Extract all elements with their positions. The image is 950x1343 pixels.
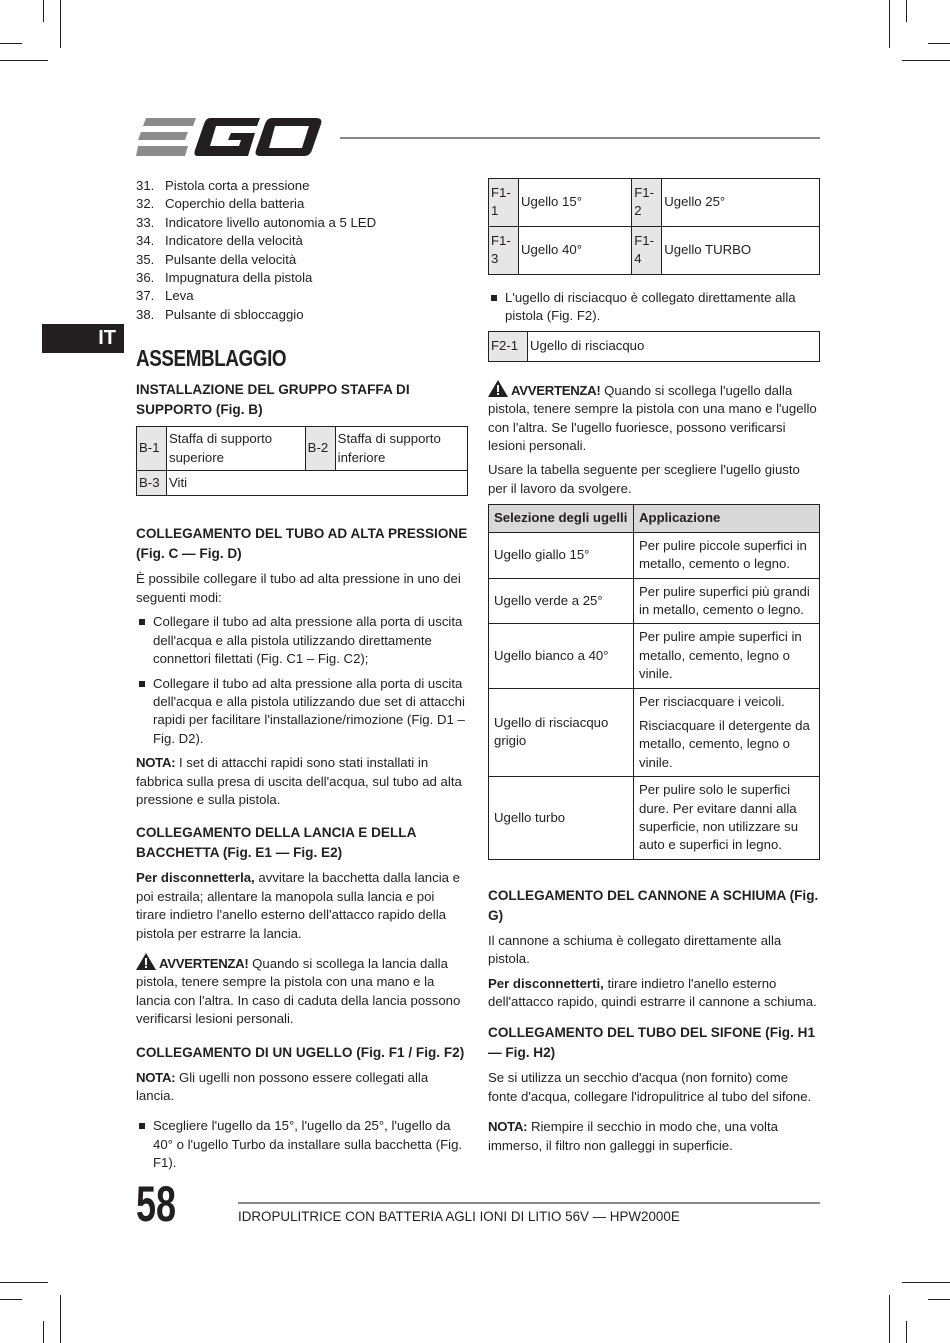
list-item: 36. Impugnatura della pistola: [136, 270, 313, 286]
table-row: [489, 578, 820, 624]
list-item: Scegliere l'ugello da 15°, l'ugello da 25°, l'ugello da 40° o l'ugello Turbo da installare sulla bacchetta (Fig. F1).: [136, 1117, 468, 1172]
table-cell: B-3: [137, 471, 167, 496]
table-cell: Per pulire superfici più grandi in metallo, cemento o legno.: [634, 578, 820, 624]
lance-text: Per disconnetterla, avvitare la bacchetta dalla lancia e poi estraila; allentare la manopola sulla lancia e poi tirare indietro l'anello esterno dell'attacco rapido della pistola per estrarre la lancia.: [136, 870, 460, 941]
hose-intro: È possibile collegare il tubo ad alta pressione in uno dei seguenti modi:: [136, 571, 461, 605]
right-column: [488, 178, 820, 1161]
nozzle-note: NOTA: Gli ugelli non possono essere collegati alla lancia.: [136, 1069, 429, 1103]
warning-icon: [488, 380, 508, 397]
table-cell: Staffa di supporto superiore: [167, 427, 306, 471]
lance-heading: COLLEGAMENTO DELLA LANCIA E DELLA BACCHETTA (Fig. E1 — Fig. E2): [136, 825, 416, 861]
table-cell: Ugello bianco a 40°: [489, 624, 634, 688]
list-item: 31. Pistola corta a pressione: [136, 178, 310, 193]
siphon-text: Se si utilizza un secchio d'acqua (non fornito) come fonte d'acqua, collegare l'idropulitrice al tubo del sifone.: [488, 1070, 812, 1104]
crop-mark: [60, 1295, 61, 1343]
table-cell: Staffa di supporto inferiore: [335, 427, 467, 471]
list-item: 37. Leva: [136, 288, 194, 304]
crop-mark: [43, 0, 44, 22]
table-cell: Per pulire piccole superfici in metallo, cemento o legno.: [634, 532, 820, 578]
table-cell: F1-4: [632, 226, 662, 274]
list-item: 32. Coperchio della batteria: [136, 196, 305, 212]
nozzle-bullets: [136, 1117, 468, 1172]
footer-title: IDROPULITRICE CON BATTERIA AGLI IONI DI LITIO 56V — HPW2000E: [238, 1209, 680, 1224]
table-cell: B-2: [305, 427, 335, 471]
ego-logo: [136, 116, 322, 158]
table-cell: Ugello turbo: [489, 777, 634, 860]
hose-note: NOTA: I set di attacchi rapidi sono stati installati in fabbrica sulla presa di uscita dell'acqua, sul tubo ad alta pressione e sulla pistola.: [136, 755, 462, 807]
table-cell: Per pulire ampie superfici in metallo, cemento, legno o vinile.: [634, 624, 820, 688]
table-cell: Viti: [167, 471, 468, 496]
list-item: 34. Indicatore della velocità: [136, 233, 303, 249]
table-cell: Ugello verde a 25°: [489, 578, 634, 624]
table-cell: Ugello TURBO: [662, 226, 820, 274]
bracket-heading: INSTALLAZIONE DEL GRUPPO STAFFA DI SUPPORTO (Fig. B): [136, 382, 410, 418]
foam-intro: Il cannone a schiuma è collegato direttamente alla pistola.: [488, 932, 782, 967]
rinse-bullets: [488, 289, 820, 326]
bracket-key-table: [136, 426, 468, 496]
f2-key-table: [488, 331, 820, 361]
crop-mark: [60, 0, 61, 48]
f1-key-table: [488, 178, 820, 275]
list-item: 38. Pulsante di sbloccaggio: [136, 306, 304, 322]
table-row: [489, 777, 820, 860]
nozzle-warning: AVVERTENZA! Quando si scollega l'ugello dalla pistola, tenere sempre la pistola con una mano e l'ugello con l'altra. Se l'ugello fuoriesce, possono verificarsi lesioni personali.: [488, 380, 820, 456]
table-cell: Per pulire solo le superfici dure. Per evitare danni alla superficie, non utilizzare su auto e superfici in legno.: [634, 777, 820, 860]
table-cell: Ugello giallo 15°: [489, 532, 634, 578]
warning-icon: [136, 953, 156, 970]
table-cell: Ugello di risciacquo: [528, 332, 820, 361]
table-cell: B-1: [137, 427, 167, 471]
table-cell: Ugello 40°: [519, 226, 632, 274]
table-header: Selezione degli ugelli: [489, 505, 634, 532]
nozzle-selection-table: [488, 504, 820, 860]
list-item: 35. Pulsante della velocità: [136, 251, 297, 267]
header-rule: [340, 137, 820, 139]
crop-mark: [0, 60, 48, 61]
table-intro: Usare la tabella seguente per scegliere l'ugello giusto per il lavoro da svolgere.: [488, 462, 800, 496]
crop-mark: [902, 1282, 950, 1283]
foam-heading: COLLEGAMENTO DEL CANNONE A SCHIUMA (Fig. G): [488, 887, 819, 923]
list-item: Collegare il tubo ad alta pressione alla porta di uscita dell'acqua e alla pistola utilizzando direttamente connettori filettati (Fig. C1 – Fig. C2);: [136, 613, 468, 668]
table-cell: Ugello 15°: [519, 179, 632, 227]
crop-mark: [906, 0, 907, 22]
hose-heading: COLLEGAMENTO DEL TUBO AD ALTA PRESSIONE (Fig. C — Fig. D): [136, 526, 468, 562]
table-row: [489, 532, 820, 578]
table-cell: F1-1: [489, 179, 519, 227]
table-cell: F2-1: [489, 332, 528, 361]
crop-mark: [928, 1299, 950, 1300]
table-cell: F1-3: [489, 226, 519, 274]
crop-mark: [928, 43, 950, 44]
language-tab: IT: [42, 324, 124, 353]
crop-mark: [0, 1299, 22, 1300]
lance-warning: AVVERTENZA! Quando si scollega la lancia dalla pistola, tenere sempre la pistola con una mano e la lancia con l'altra. In caso di caduta della lancia possono verificarsi lesioni personali.: [136, 953, 468, 1029]
siphon-heading: COLLEGAMENTO DEL TUBO DEL SIFONE (Fig. H1 — Fig. H2): [488, 1025, 816, 1061]
table-row: [489, 688, 820, 777]
crop-mark: [902, 60, 950, 61]
section-title: ASSEMBLAGGIO: [136, 345, 287, 372]
parts-list: [136, 177, 468, 324]
siphon-note: NOTA: Riempire il secchio in modo che, una volta immerso, il filtro non galleggi in superficie.: [488, 1119, 778, 1153]
table-cell: F1-2: [632, 179, 662, 227]
hose-bullets: [136, 613, 468, 748]
crop-mark: [889, 1295, 890, 1343]
crop-mark: [906, 1321, 907, 1343]
table-cell: Ugello di risciacquo grigio: [489, 688, 634, 777]
table-cell: Per risciacquare i veicoli. Risciacquare il detergente da metallo, cemento, legno o vinile.: [634, 688, 820, 777]
nozzle-heading: COLLEGAMENTO DI UN UGELLO (Fig. F1 / Fig. F2): [136, 1044, 465, 1060]
table-cell: Ugello 25°: [662, 179, 820, 227]
crop-mark: [0, 43, 22, 44]
left-column: [136, 177, 468, 1179]
crop-mark: [889, 0, 890, 48]
list-item: L'ugello di risciacquo è collegato direttamente alla pistola (Fig. F2).: [488, 289, 820, 326]
table-row: [489, 624, 820, 688]
footer-rule: [238, 1202, 820, 1204]
crop-mark: [0, 1282, 48, 1283]
page-number: 58: [136, 1176, 177, 1232]
crop-mark: [43, 1321, 44, 1343]
list-item: 33. Indicatore livello autonomia a 5 LED: [136, 214, 377, 230]
list-item: Collegare il tubo ad alta pressione alla porta di uscita dell'acqua e alla pistola utilizzando due set di attacchi rapidi per facilitare l'installazione/rimozione (Fig. D1 – Fig. D2).: [136, 675, 468, 749]
foam-text: Per disconnetterti, tirare indietro l'anello esterno dell'attacco rapido, quindi estrarre il cannone a schiuma.: [488, 975, 817, 1009]
table-header: Applicazione: [634, 505, 820, 532]
